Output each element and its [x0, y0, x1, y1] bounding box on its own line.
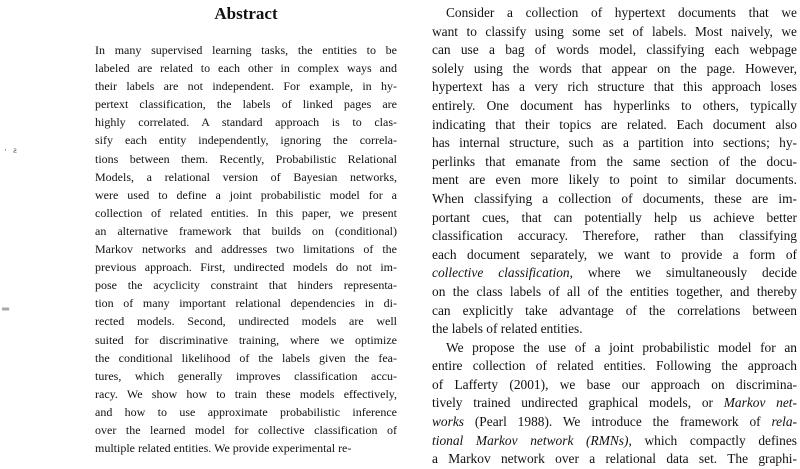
- introduction-body: [432, 4, 797, 469]
- text-run: each document separately, we want to provide a form of: [432, 246, 797, 262]
- abstract-line: labeled are related to each other in complex ways and: [95, 61, 397, 76]
- abstract-line: Markov networks and addresses two limitations of the: [95, 242, 397, 257]
- body-text-line: [432, 264, 797, 283]
- abstract-line: the conditional likelihood of the labels given the fea-: [95, 350, 397, 365]
- body-text-line: [432, 302, 797, 321]
- body-text-line: [432, 413, 797, 432]
- italic-term: collective classification: [432, 265, 570, 281]
- body-text-line: [432, 78, 797, 97]
- introduction-column: [432, 4, 797, 469]
- text-run: portant cues, that can potentially help us achieve better: [432, 209, 797, 225]
- abstract-line: an alternative framework that builds on (conditional): [95, 223, 397, 238]
- text-run: indicating that their topics are related. Each document also: [432, 116, 797, 132]
- text-run: on the class labels of all of the entities together, and thereby: [432, 283, 797, 299]
- body-text-line: [432, 283, 797, 302]
- text-run: , where we simultaneously decide: [569, 265, 797, 281]
- abstract-line: suited for discriminative training, where we optimize: [95, 332, 397, 347]
- body-text-line: [432, 209, 797, 228]
- text-run: Consider a collection of hypertext documents that we: [446, 5, 797, 20]
- text-run: hypertext has a very rich structure that this approach loses: [432, 79, 797, 95]
- abstract-line: sify each entity independently, ignoring the correla-: [95, 133, 397, 148]
- italic-term: Markov net-: [723, 395, 797, 411]
- text-run: of Lafferty (2001), we base our approach on discrimina-: [432, 376, 797, 392]
- abstract-line: their labels are not independent. For example, in hy-: [95, 79, 397, 94]
- body-text-line: [432, 171, 797, 190]
- abstract-line: over the learned model for collective classification of: [95, 422, 397, 437]
- text-run: can explicitly take advantage of the correlations between: [432, 302, 797, 318]
- abstract-line: pertext classification, the labels of linked pages are: [95, 97, 397, 112]
- abstract-body: [95, 41, 397, 457]
- abstract-line: In many supervised learning tasks, the entities to be: [95, 43, 397, 57]
- text-run: want to classify using some set of labels. Most naively, we: [432, 23, 797, 39]
- text-run: , which compactly defines: [628, 432, 797, 448]
- body-text-line: [432, 97, 797, 116]
- body-text-line: [432, 60, 797, 79]
- abstract-line: tion of many important relational dependencies in di-: [95, 296, 397, 311]
- abstract-line: multiple related entities. We provide experimental re-: [95, 441, 352, 456]
- text-run: (Pearl 1988). We introduce the framework of: [464, 414, 772, 430]
- body-text-line: [432, 153, 797, 172]
- abstract-line: racy. We show how to train these models effectively,: [95, 386, 397, 401]
- text-run: a Markov network over a relational data set. The graphi-: [432, 451, 797, 467]
- body-text-line: [432, 450, 797, 469]
- text-run: perlinks that emanate from the same section of the docu-: [432, 153, 797, 169]
- italic-term: works: [432, 414, 464, 430]
- text-run: tively trained undirected graphical models, or: [432, 395, 724, 411]
- body-text-line: [432, 190, 797, 209]
- abstract-line: highly correlated. A standard approach is to clas-: [95, 115, 397, 130]
- body-text-line: [432, 376, 797, 395]
- text-run: classification accuracy. Therefore, rather than classifying: [432, 228, 797, 244]
- abstract-line: and how to use approximate probabilistic inference: [95, 404, 397, 419]
- text-run: entirely. One document has hyperlinks to others, typically: [432, 97, 797, 113]
- body-text-line: [432, 357, 797, 376]
- body-text-line: [432, 41, 797, 60]
- text-run: entire collection of related entities. Following the approach: [432, 358, 797, 374]
- body-text-line: [432, 116, 797, 135]
- body-text-line: [432, 4, 797, 23]
- abstract-line: tures, which generally improves classification accu-: [95, 368, 397, 383]
- body-text-line: [432, 134, 797, 153]
- body-text-line: [432, 394, 797, 413]
- abstract-column: [95, 4, 397, 457]
- abstract-line: collection of related entities. In this paper, we present: [95, 205, 397, 220]
- abstract-heading: Abstract: [214, 4, 278, 23]
- body-text-line: [432, 246, 797, 265]
- body-text-line: [432, 227, 797, 246]
- body-text-line: [432, 320, 797, 339]
- body-text-line: [432, 339, 797, 358]
- abstract-line: previous approach. First, undirected models do not im-: [95, 260, 397, 275]
- abstract-line: tions between them. Recently, Probabilistic Relational: [95, 151, 397, 166]
- text-run: ment are even more likely to point to similar documents.: [432, 172, 797, 188]
- body-text-line: [432, 23, 797, 42]
- margin-artifact-dots: · ƨ: [4, 145, 19, 155]
- body-text-line: [432, 432, 797, 451]
- text-run: the labels of related entities.: [432, 321, 583, 337]
- abstract-line: rected models. Second, undirected models are well: [95, 314, 397, 329]
- text-run: We propose the use of a joint probabilistic model for an: [446, 339, 797, 355]
- text-run: solely using the words that appear on the page. However,: [432, 60, 797, 76]
- abstract-line: were used to define a joint probabilistic model for a: [95, 187, 397, 202]
- italic-term: rela-: [771, 414, 797, 430]
- italic-term: tional Markov network (RMNs): [432, 432, 629, 448]
- text-run: can use a bag of words model, classifying each webpage: [432, 42, 797, 58]
- text-run: has internal structure, such as a partition into sections; hy-: [432, 135, 797, 151]
- margin-artifact-dash: ═: [2, 304, 10, 315]
- text-run: When classifying a collection of documents, these are im-: [432, 190, 797, 206]
- abstract-line: pose the acyclicity constraint that hinders representa-: [95, 278, 397, 293]
- abstract-line: Models, a relational version of Bayesian networks,: [95, 169, 397, 184]
